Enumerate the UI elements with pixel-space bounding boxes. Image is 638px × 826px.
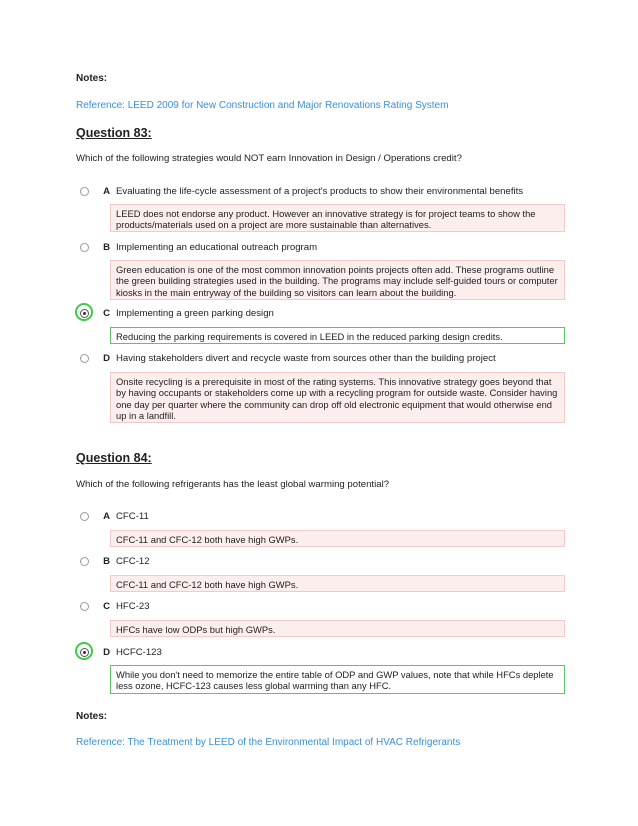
option-83-b[interactable] (76, 240, 317, 254)
radio-icon[interactable] (80, 243, 89, 252)
reference-link[interactable]: Reference: The Treatment by LEED of the Environmental Impact of HVAC Refrigerants (76, 737, 461, 748)
option-text: HCFC-123 (116, 646, 162, 658)
feedback-83-c: Reducing the parking requirements is covered in LEED in the reduced parking design credits. (110, 327, 565, 344)
question-84-title: Question 84: (76, 451, 152, 465)
notes-label: Notes: (76, 711, 108, 722)
option-letter: A (103, 185, 110, 197)
option-text: Implementing an educational outreach program (116, 241, 318, 253)
question-83-text: Which of the following strategies would NOT earn Innovation in Design / Operations credit? (76, 153, 462, 164)
option-text: Evaluating the life-cycle assessment of a project's products to show their environmental benefits (116, 185, 524, 197)
radio-icon[interactable] (80, 187, 89, 196)
feedback-83-a: LEED does not endorse any product. However an innovative strategy is for project teams to show the products/materials used on a project are more sustainable than alternatives. (110, 204, 565, 232)
option-83-c[interactable] (76, 306, 274, 320)
feedback-83-d: Onsite recycling is a prerequisite in most of the rating systems. This innovative strategy goes beyond that by having occupants or stakeholders come up with a recycling program for outside waste. Consider having one day per quarter where the community can drop off old electronic equipment that would otherwise end up in a landfill. (110, 372, 565, 423)
feedback-83-b: Green education is one of the most common innovation points projects often add. These programs outline the green building strategies used in the building. The programs may include self-guided tours or computer kiosks in the main entryway of the building so visitors can learn about the building. (110, 260, 565, 300)
option-letter: B (103, 555, 110, 567)
option-text: HFC-23 (116, 600, 150, 612)
radio-selected-icon[interactable] (80, 309, 89, 318)
feedback-84-d: While you don't need to memorize the entire table of ODP and GWP values, note that while HFCs deplete less ozone, HCFC-123 causes less global warming than any HFC. (110, 665, 565, 694)
reference-link[interactable]: Reference: LEED 2009 for New Construction and Major Renovations Rating System (76, 100, 449, 111)
option-letter: C (103, 600, 110, 612)
notes-label: Notes: (76, 73, 108, 84)
feedback-84-a: CFC-11 and CFC-12 both have high GWPs. (110, 530, 565, 547)
option-letter: D (103, 646, 110, 658)
radio-selected-icon[interactable] (80, 648, 89, 657)
radio-icon[interactable] (80, 354, 89, 363)
option-84-c[interactable] (76, 599, 150, 613)
option-text: CFC-12 (116, 555, 150, 567)
radio-icon[interactable] (80, 602, 89, 611)
option-84-d[interactable] (76, 645, 162, 659)
option-84-a[interactable] (76, 509, 149, 523)
option-text: Implementing a green parking design (116, 307, 274, 319)
option-83-a[interactable] (76, 184, 523, 198)
option-letter: C (103, 307, 110, 319)
radio-icon[interactable] (80, 557, 89, 566)
option-letter: D (103, 352, 110, 364)
option-83-d[interactable] (76, 351, 496, 365)
option-letter: B (103, 241, 110, 253)
option-letter: A (103, 510, 110, 522)
option-84-b[interactable] (76, 554, 150, 568)
feedback-84-b: CFC-11 and CFC-12 both have high GWPs. (110, 575, 565, 592)
radio-icon[interactable] (80, 512, 89, 521)
option-text: CFC-11 (116, 510, 149, 522)
option-text: Having stakeholders divert and recycle waste from sources other than the building project (116, 352, 496, 364)
question-84-text: Which of the following refrigerants has the least global warming potential? (76, 479, 390, 490)
feedback-84-c: HFCs have low ODPs but high GWPs. (110, 620, 565, 637)
question-83-title: Question 83: (76, 126, 152, 140)
